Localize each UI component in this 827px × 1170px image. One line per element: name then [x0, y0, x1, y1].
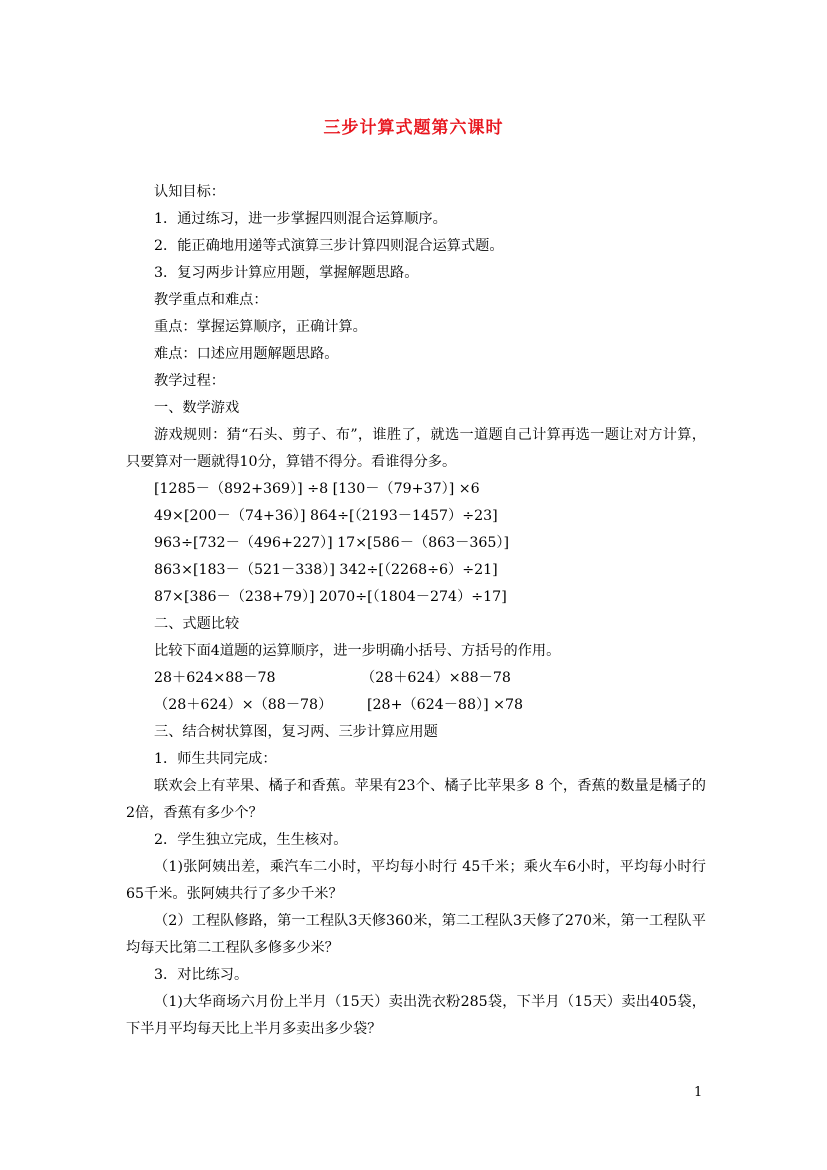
- compare-expression: [28+（624－88）] ×78: [367, 697, 524, 713]
- key-points-heading: 教学重点和难点：: [154, 292, 268, 308]
- problem-1-heading: 1．师生共同完成：: [154, 751, 277, 767]
- page-number: 1: [694, 1085, 703, 1100]
- goal-item-2: 2．能正确地用递等式演算三步计算四则混合运算式题。: [154, 238, 504, 254]
- compare-expression: （28＋624）×（88－78）: [154, 697, 333, 713]
- difficult-point: 难点：口述应用题解题思路。: [154, 346, 339, 362]
- problem-2-heading: 2．学生独立完成，生生核对。: [154, 832, 348, 848]
- game-rules: 游戏规则：猜“石头、剪子、布”，谁胜了，就选一道题自己计算再选一题让对方计算，只要算对一题就得10分，算错不得分。看谁得分多。: [126, 427, 706, 470]
- document-body: [126, 179, 706, 1043]
- section-1-heading: 一、数学游戏: [154, 400, 240, 416]
- question-3: （1)大华商场六月份上半月（15天）卖出洗衣粉285袋，下半月（15天）卖出405袋，下半月平均每天比上半月多卖出多少袋？: [126, 994, 706, 1037]
- question-1: （1)张阿姨出差，乘汽车二小时，平均每小时行 45千米；乘火车6小时，平均每小时行65千米。张阿姨共行了多少千米？: [126, 859, 706, 902]
- compare-intro: 比较下面4道题的运算顺序，进一步明确小括号、方括号的作用。: [154, 643, 561, 659]
- exercise-row-4: 863×[183－（521－338）] 342÷[（2268÷6）÷21]: [154, 562, 498, 578]
- compare-row-2: [126, 692, 706, 719]
- exercise-row-2: 49×[200－（74+36）] 864÷[（2193－1457）÷23]: [154, 508, 498, 524]
- compare-expression: 28＋624×88－78: [154, 670, 276, 686]
- page-title: 三步计算式题第六课时: [323, 118, 504, 138]
- goal-item-3: 3．复习两步计算应用题，掌握解题思路。: [154, 265, 419, 281]
- problem-1-text: 联欢会上有苹果、橘子和香蕉。苹果有23个、橘子比苹果多 8 个，香蕉的数量是橘子的2倍，香蕉有多少个？: [126, 778, 706, 821]
- section-2-heading: 二、式题比较: [154, 616, 240, 632]
- problem-3-heading: 3．对比练习。: [154, 967, 249, 983]
- exercise-row-1: [1285－（892+369）] ÷8 [130－（79+37）] ×6: [154, 481, 480, 497]
- key-point: 重点：掌握运算顺序，正确计算。: [154, 319, 367, 335]
- section-3-heading: 三、结合树状算图，复习两、三步计算应用题: [154, 724, 438, 740]
- goal-item-1: 1．通过练习，进一步掌握四则混合运算顺序。: [154, 211, 447, 227]
- question-2: （2）工程队修路，第一工程队3天修360米，第二工程队3天修了270米，第一工程队平均每天比第二工程队多修多少米？: [126, 913, 706, 956]
- exercise-row-5: 87×[386－（238+79）] 2070÷[（1804－274）÷17]: [154, 589, 507, 605]
- exercise-row-3: 963÷[732－（496+227）] 17×[586－（863－365）]: [154, 535, 510, 551]
- goal-heading: 认知目标：: [154, 184, 225, 200]
- process-heading: 教学过程：: [154, 373, 225, 389]
- compare-expression: （28＋624）×88－78: [361, 670, 511, 686]
- compare-row-1: [126, 665, 706, 692]
